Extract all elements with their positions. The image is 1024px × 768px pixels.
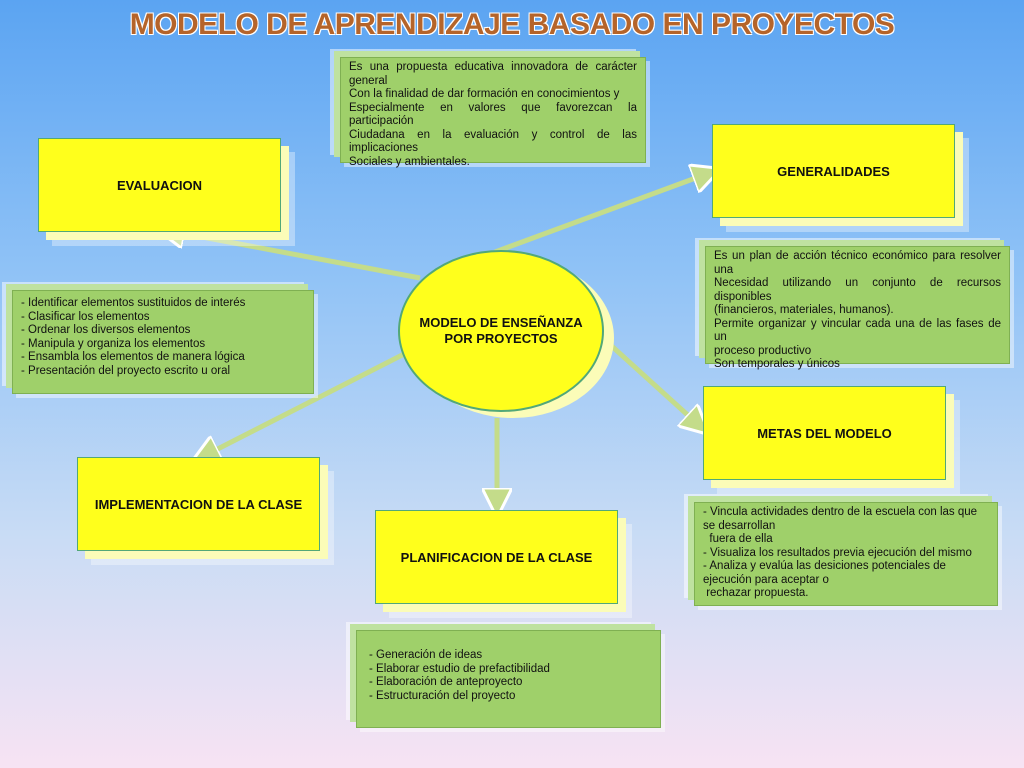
note-line: Es una propuesta educativa innovadora de carácter general (349, 61, 641, 87)
node-evaluacion (38, 138, 281, 232)
arrow-to-evaluacion (165, 230, 420, 278)
node-label: PLANIFICACION DE LA CLASE (400, 549, 593, 565)
center-node-label-line2: POR PROYECTOS (444, 331, 558, 346)
node-generalidades (712, 124, 955, 218)
note-line: fuera de ella (703, 533, 773, 545)
definicion-note (340, 57, 646, 168)
note-line: - Estructuración del proyecto (369, 689, 516, 702)
note-line: - Identificar elementos sustituidos de interés (21, 297, 246, 309)
note-line: Con la finalidad de dar formación en conocimientos y (349, 88, 620, 100)
note-line: Especialmente en valores que favorezcan la participación (349, 101, 641, 127)
note-line: - Clasificar los elementos (21, 310, 150, 323)
planificacion-note (356, 630, 661, 728)
node-implementacion (77, 457, 320, 551)
note-line: proceso productivo (714, 344, 812, 357)
note-line: Sociales y ambientales. (349, 155, 470, 168)
note-line: - Vincula actividades dentro de la escuela con las que se desarrollan (703, 506, 981, 532)
center-node (398, 250, 604, 412)
note-line: Ciudadana en la evaluación y control de las implicaciones (349, 128, 641, 154)
generalidades-note (705, 246, 1010, 370)
page-title: MODELO DE APRENDIZAJE BASADO EN PROYECTOS (129, 8, 895, 41)
note-line: - Manipula y organiza los elementos (21, 337, 206, 350)
note-line: - Visualiza los resultados previa ejecución del mismo (703, 546, 972, 559)
note-line: Es un plan de acción técnico económico para resolver una (714, 250, 1005, 276)
arrow-to-generalidades (495, 172, 712, 252)
note-line: - Elaborar estudio de prefactibilidad (369, 662, 550, 675)
note-line: Necesidad utilizando un conjunto de recursos disponibles (714, 277, 1005, 303)
center-node-label-line1: MODELO DE ENSEÑANZA (419, 315, 583, 330)
note-line: Son temporales y únicos (714, 358, 840, 370)
arrow-to-metas (605, 340, 702, 428)
metas-note (694, 502, 998, 606)
node-label: IMPLEMENTACION DE LA CLASE (94, 496, 303, 512)
note-line: (financieros, materiales, humanos). (714, 304, 894, 316)
note-line: Permite organizar y vincular cada una de las fases de un (714, 317, 1005, 343)
note-line: rechazar propuesta. (703, 587, 809, 599)
note-line: - Analiza y evalúa las desiciones potenciales de ejecución para aceptar o (703, 560, 950, 586)
note-line: - Elaboración de anteproyecto (369, 676, 523, 688)
evaluacion-note (12, 290, 314, 394)
node-label: GENERALIDADES (777, 163, 890, 179)
node-label: METAS DEL MODELO (757, 425, 892, 441)
note-line: - Generación de ideas (369, 649, 483, 661)
note-line: - Ensambla los elementos de manera lógica (21, 351, 245, 363)
node-metas (703, 386, 946, 480)
note-line: - Presentación del proyecto escrito u oral (21, 364, 231, 377)
note-line: - Ordenar los diversos elementos (21, 324, 191, 336)
node-label: EVALUACION (117, 177, 202, 193)
node-planificacion (375, 510, 618, 604)
